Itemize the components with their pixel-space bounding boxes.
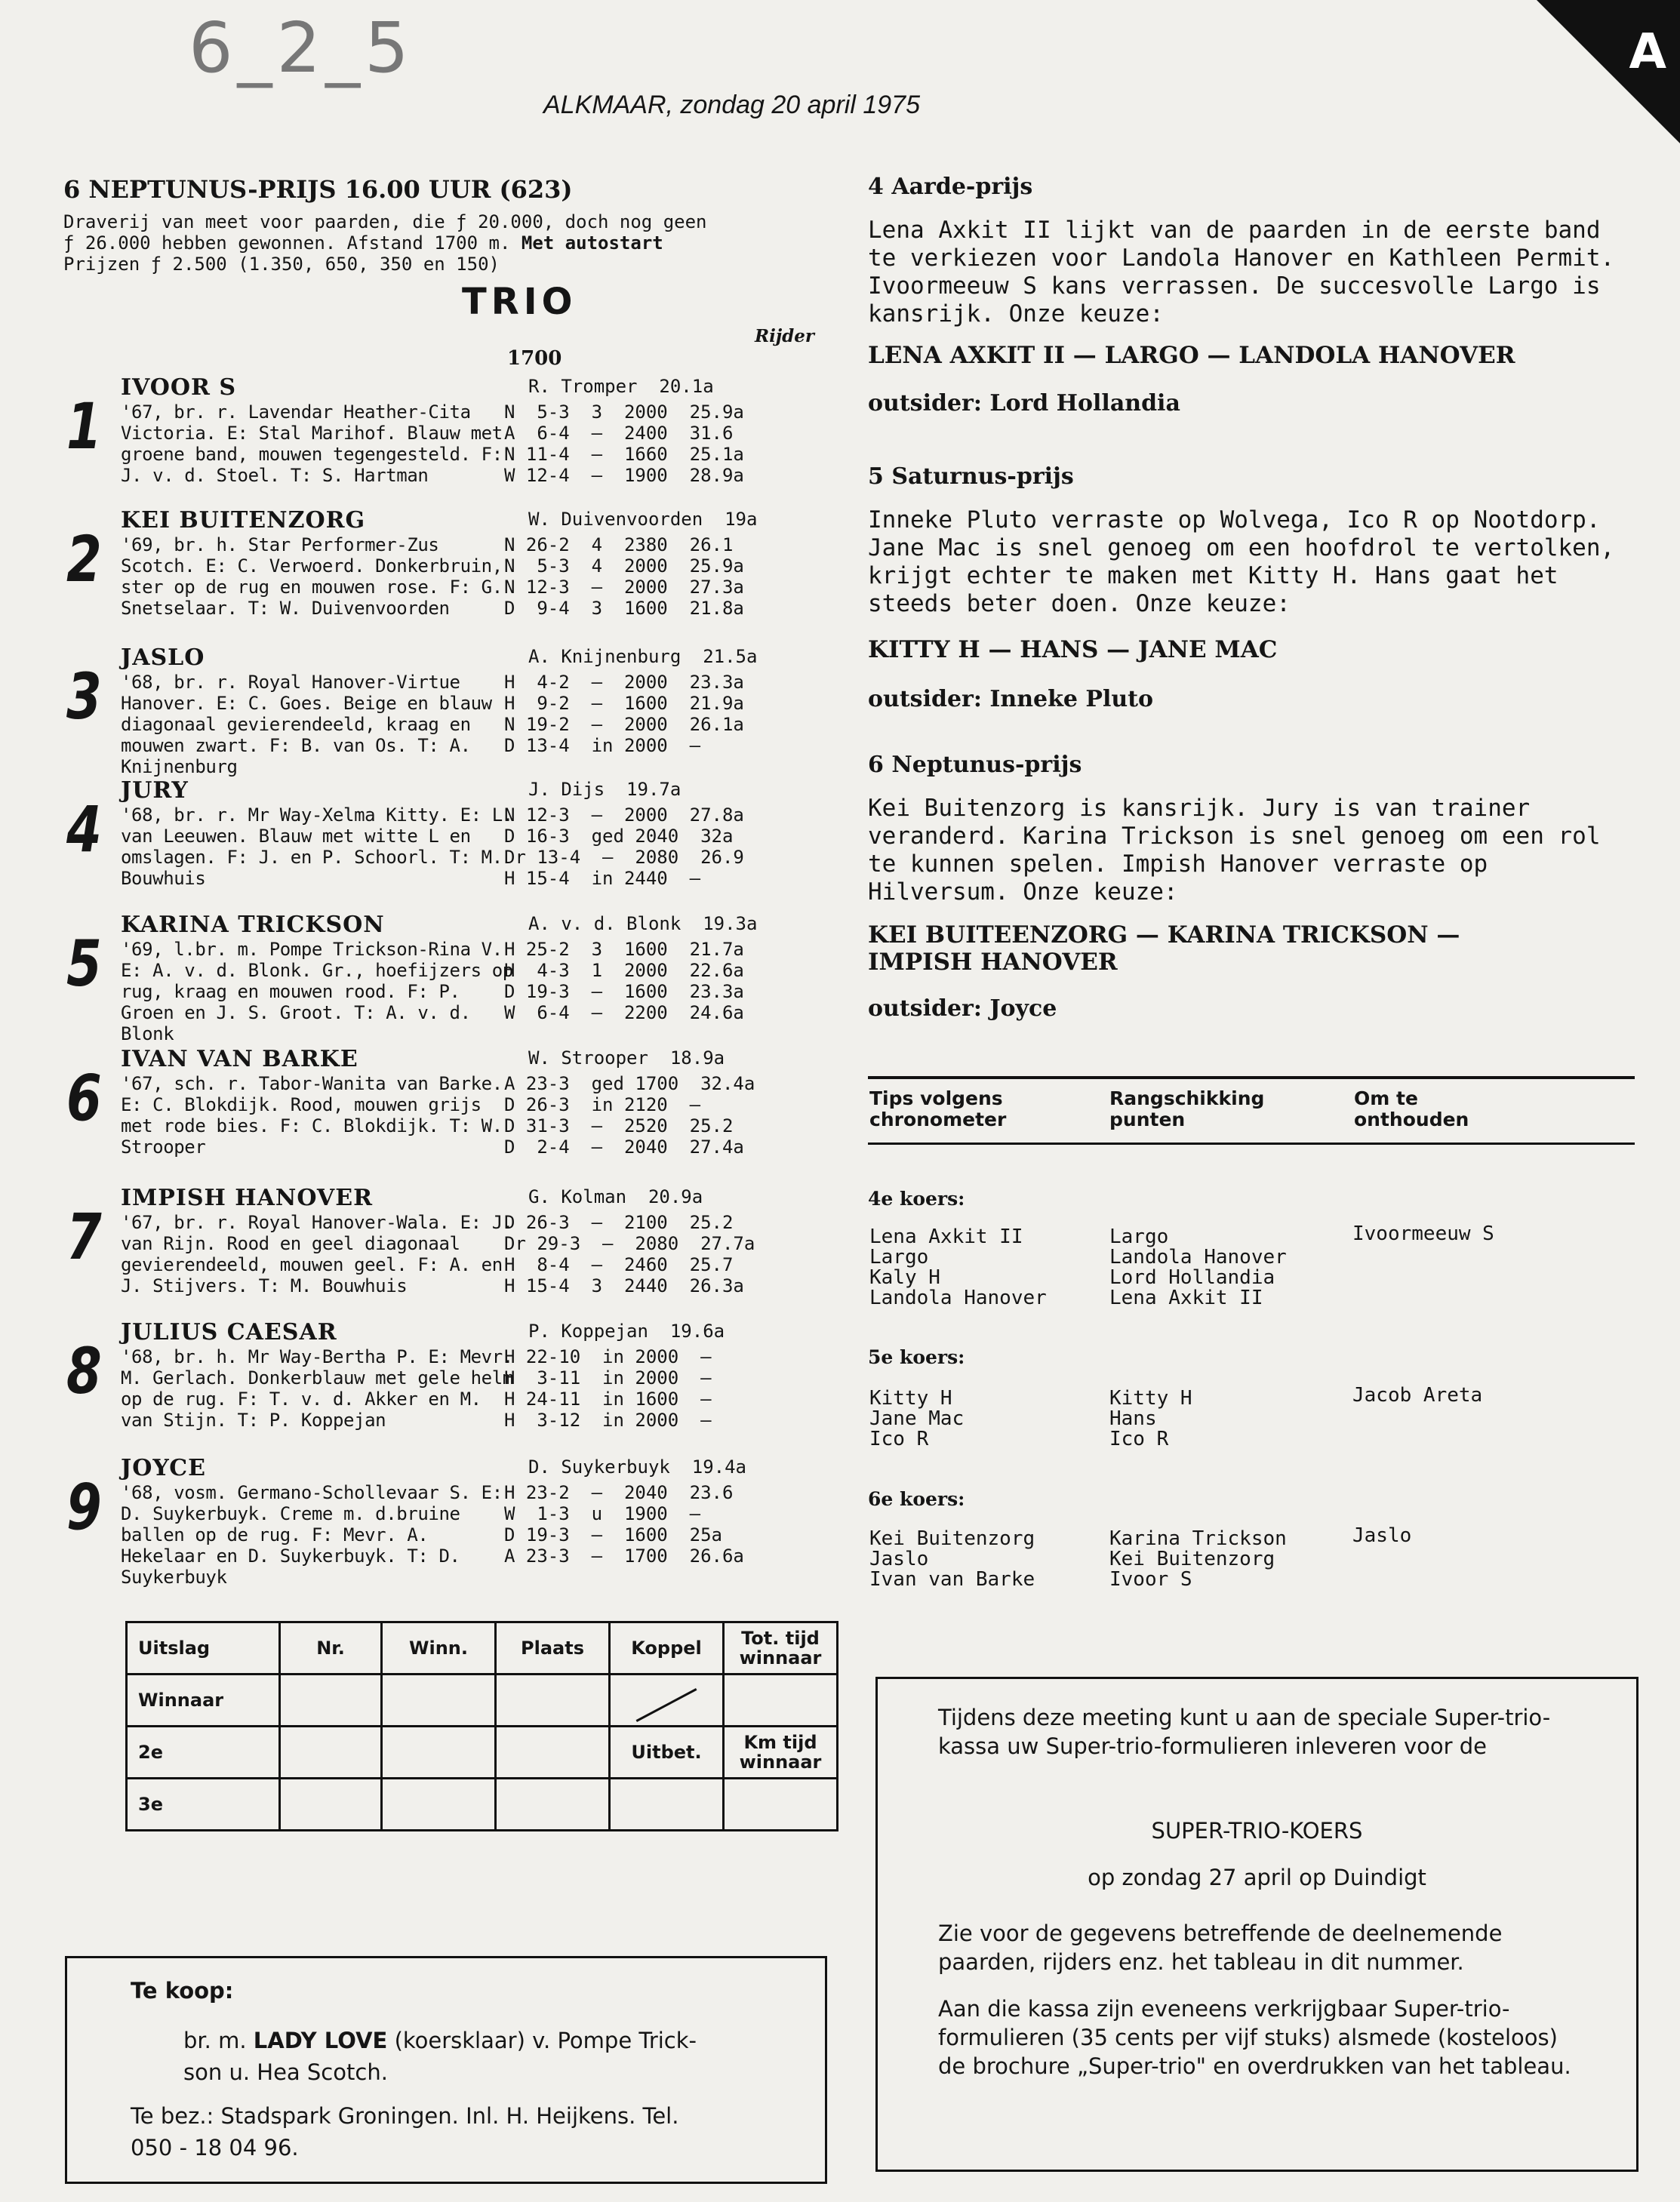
horse-performances: H 4-2 — 2000 23.3a H 9-2 — 1600 21.9a N 19-2 — 2000 26.1a D 13-4 in 2000 — [504, 672, 744, 756]
horse-rider: D. Suykerbuyk 19.4a [528, 1456, 746, 1478]
table-cell [496, 1727, 610, 1779]
horse-rider: A. Knijnenburg 21.5a [528, 646, 758, 667]
table-cell [382, 1675, 496, 1727]
tips-list-remember: Ivoormeeuw S [1352, 1222, 1494, 1245]
rider-column-header: Rijder [755, 326, 815, 346]
horse-name: IVOOR S [121, 374, 237, 401]
horse-rider: J. Dijs 19.7a [528, 779, 682, 800]
notice-paragraph: Aan die kassa zijn eveneens verkrijgbaar Super-trio-formulieren (35 cents per vijf stuks) alsmede (kosteloos) de brochure „Super-trio" en overdrukken van het tableau. [938, 1996, 1571, 2079]
ad-line [183, 2025, 697, 2056]
table-cell [724, 1779, 838, 1831]
prediction-outsider: outsider: Inneke Pluto [868, 686, 1154, 712]
notice-paragraph: Tijdens deze meeting kunt u aan de speciale Super-trio-kassa uw Super-trio-formulieren inleveren voor de [938, 1705, 1551, 1759]
prediction-pick: LENA AXKIT II — LARGO — LANDOLA HANOVER [868, 342, 1515, 369]
horse-number: 8 [66, 1334, 102, 1408]
divider [868, 1143, 1635, 1145]
prediction-heading: 6 Neptunus-prijs [868, 752, 1082, 778]
horse-name: IMPISH HANOVER [121, 1185, 374, 1211]
handwritten-note: 6_2_5 [189, 8, 414, 88]
table-row [127, 1727, 838, 1779]
tips-header-points: Rangschikking punten [1109, 1087, 1265, 1130]
prediction-text: Lena Axkit II lijkt van de paarden in de eerste band te verkiezen voor Landola Hanover en Kathleen Permit. Ivoormeeuw S kans verrassen. De succesvolle Largo is kansrijk. Onze keuze: [868, 217, 1615, 328]
table-cell [280, 1675, 382, 1727]
table-cell [382, 1727, 496, 1779]
notice-paragraph: Zie voor de gegevens betreffende de deelnemende paarden, rijders enz. het tableau in dit nummer. [938, 1921, 1503, 1975]
race-autostart: Met autostart [521, 232, 663, 254]
horse-rider: W. Duivenvoorden 19a [528, 509, 758, 530]
koers-label: 4e koers: [868, 1188, 965, 1210]
horse-performances: D 26-3 — 2100 25.2 Dr 29-3 — 2080 27.7a H 8-4 — 2460 25.7 H 15-4 3 2440 26.3a [504, 1212, 755, 1296]
ad-phone: 050 - 18 04 96. [131, 2135, 299, 2160]
horse-performances: N 5-3 3 2000 25.9a A 6-4 — 2400 31.6 N 11-4 — 1660 25.1a W 12-4 — 1900 28.9a [504, 401, 744, 486]
horse-performances: A 23-3 ged 1700 32.4a D 26-3 in 2120 — D 31-3 — 2520 25.2 D 2-4 — 2040 27.4a [504, 1073, 755, 1158]
table-row [127, 1779, 838, 1831]
super-trio-notice-box [875, 1677, 1638, 2172]
ad-line: son u. Hea Scotch. [183, 2059, 388, 2085]
race-prizes: Prijzen ƒ 2.500 (1.350, 650, 350 en 150) [63, 254, 500, 275]
horse-name: JASLO [121, 644, 205, 671]
distance-header: 1700 [507, 347, 562, 370]
horse-description: '67, br. r. Lavendar Heather-Cita Victoria. E: Stal Marihof. Blauw met groene band, mouwen tegengesteld. F: J. v. d. Stoel. T: S. Hartman [121, 401, 503, 486]
table-cell [280, 1727, 382, 1779]
horse-performances: H 25-2 3 1600 21.7a H 4-3 1 2000 22.6a D 19-3 — 1600 23.3a W 6-4 — 2200 24.6a [504, 939, 744, 1023]
horse-number: 6 [66, 1061, 102, 1135]
race-description [63, 211, 826, 275]
horse-description: '69, br. h. Star Performer-Zus Scotch. E: C. Verwoerd. Donkerbruin, ster op de rug en mouwen rose. F: G. Snetselaar. T: W. Duivenvoorden [121, 534, 503, 619]
prediction-block [868, 174, 1630, 417]
horse-name: JURY [121, 777, 189, 804]
horse-description: '68, br. r. Royal Hanover-Virtue Hanover. E: C. Goes. Beige en blauw diagonaal gevierendeeld, kraag en mouwen zwart. F: B. van Os. T: A. Knijnenburg [121, 672, 492, 777]
horse-number: 9 [66, 1470, 102, 1544]
table-cell [280, 1779, 382, 1831]
table-header: Nr. [280, 1622, 382, 1675]
race-desc-line [63, 232, 826, 254]
horse-number: 3 [66, 660, 102, 733]
table-cell [496, 1779, 610, 1831]
prediction-block [868, 752, 1630, 1022]
table-cell [382, 1779, 496, 1831]
table-header: Winn. [382, 1622, 496, 1675]
table-cell: Uitbet. [610, 1727, 724, 1779]
horse-rider: G. Kolman 20.9a [528, 1186, 703, 1207]
tips-list-points: Kitty H Hans Ico R [1109, 1387, 1192, 1450]
prediction-heading: 5 Saturnus-prijs [868, 463, 1074, 490]
horse-entry [0, 1185, 838, 1313]
horse-entry [0, 507, 838, 635]
prediction-text: Kei Buitenzorg is kansrijk. Jury is van trainer veranderd. Karina Trickson is snel genoeg om een rol te kunnen spelen. Impish Hanover verraste op Hilversum. Onze keuze: [868, 795, 1601, 906]
horse-description: '68, br. h. Mr Way-Bertha P. E: Mevr. M. Gerlach. Donkerblauw met gele helm op de rug. F: T. v. d. Akker en M. van Stijn. T: P. Koppejan [121, 1346, 513, 1431]
race-desc-text: ƒ 26.000 hebben gewonnen. Afstand 1700 m. [63, 232, 522, 254]
horse-entry [0, 644, 838, 777]
horse-name: IVAN VAN BARKE [121, 1046, 358, 1072]
ad-contact: Te bez.: Stadspark Groningen. Inl. H. Heijkens. Tel. [131, 2103, 679, 2129]
row-label: Winnaar [127, 1675, 280, 1727]
horse-entry [0, 912, 838, 1044]
table-cell [610, 1779, 724, 1831]
notice-date: op zondag 27 april op Duindigt [1088, 1865, 1426, 1890]
horse-number: 5 [66, 927, 102, 1001]
divider [868, 1076, 1635, 1079]
ad-horse-name: LADY LOVE [253, 2028, 388, 2053]
table-cell: Km tijd winnaar [724, 1727, 838, 1779]
section-letter: A [1629, 24, 1666, 80]
trio-heading: TRIO [462, 281, 577, 323]
prediction-heading: 4 Aarde-prijs [868, 174, 1033, 200]
horse-number: 7 [66, 1200, 102, 1274]
table-header: Tot. tijd winnaar [724, 1622, 838, 1675]
tips-list-points: Karina Trickson Kei Buitenzorg Ivoor S [1109, 1527, 1287, 1591]
dateline: ALKMAAR, zondag 20 april 1975 [543, 91, 920, 119]
horse-rider: W. Strooper 18.9a [528, 1047, 725, 1069]
row-label: 2e [127, 1727, 280, 1779]
horse-number: 2 [66, 522, 102, 596]
horse-description: '67, br. r. Royal Hanover-Wala. E: J. van Rijn. Rood en geel diagonaal gevierendeeld, mouwen geel. F: A. en J. Stijvers. T: M. Bouwhuis [121, 1212, 513, 1296]
tips-list-chronometer: Kei Buitenzorg Jaslo Ivan van Barke [869, 1527, 1035, 1591]
tips-list-remember: Jaslo [1352, 1524, 1412, 1547]
prediction-pick: KEI BUITEENZORG — KARINA TRICKSON — IMPISH HANOVER [868, 921, 1460, 976]
horse-description: '69, l.br. m. Pompe Trickson-Rina V. E: A. v. d. Blonk. Gr., hoefijzers op rug, kraag en mouwen rood. F: P. Groen en J. S. Groot. T: A. v. d. Blonk [121, 939, 513, 1044]
horse-rider: P. Koppejan 19.6a [528, 1321, 725, 1342]
table-header: Uitslag [127, 1622, 280, 1675]
tips-list-points: Largo Landola Hanover Lord Hollandia Lena Axkit II [1109, 1226, 1287, 1309]
horse-rider: R. Tromper 20.1a [528, 376, 714, 397]
horse-name: JOYCE [121, 1455, 206, 1481]
koers-label: 5e koers: [868, 1346, 965, 1368]
prediction-outsider: outsider: Lord Hollandia [868, 390, 1180, 417]
row-label: 3e [127, 1779, 280, 1831]
prediction-outsider: outsider: Joyce [868, 995, 1057, 1022]
ad-title: Te koop: [131, 1978, 234, 2004]
table-row [127, 1622, 838, 1675]
prediction-block [868, 463, 1630, 712]
horse-performances: H 22-10 in 2000 — H 3-11 in 2000 — H 24-11 in 1600 — H 3-12 in 2000 — [504, 1346, 712, 1431]
prediction-text: Inneke Pluto verraste op Wolvega, Ico R op Nootdorp. Jane Mac is snel genoeg om een hoofdrol te vertolken, krijgt echter te maken met Kitty H. Hans gaat het steeds beter doen. Onze keuze: [868, 506, 1615, 617]
horse-entry [0, 374, 838, 503]
horse-name: KEI BUITENZORG [121, 507, 366, 534]
table-header: Koppel [610, 1622, 724, 1675]
prediction-pick: KITTY H — HANS — JANE MAC [868, 636, 1278, 663]
table-cell [724, 1675, 838, 1727]
table-row [127, 1675, 838, 1727]
ad-text: br. m. [183, 2028, 254, 2053]
horse-performances: N 26-2 4 2380 26.1 N 5-3 4 2000 25.9a N 12-3 — 2000 27.3a D 9-4 3 1600 21.8a [504, 534, 744, 619]
table-cell [496, 1675, 610, 1727]
horse-entry [0, 1319, 838, 1447]
race-title: 6 NEPTUNUS-PRIJS 16.00 UUR (623) [63, 175, 573, 204]
horse-name: JULIUS CAESAR [121, 1319, 337, 1345]
horse-performances: H 23-2 — 2040 23.6 W 1-3 u 1900 — D 19-3 — 1600 25a A 23-3 — 1700 26.6a [504, 1482, 744, 1567]
horse-entry [0, 777, 838, 906]
koers-label: 6e koers: [868, 1488, 965, 1510]
table-cell [610, 1675, 724, 1727]
horse-description: '68, vosm. Germano-Schollevaar S. E: D. Suykerbuyk. Creme m. d.bruine ballen op de rug. F: Mevr. A. Hekelaar en D. Suykerbuyk. T: D. Suykerbuyk [121, 1482, 503, 1588]
horse-number: 4 [66, 792, 102, 866]
tips-header-remember: Om te onthouden [1354, 1087, 1469, 1130]
horse-entry [0, 1455, 838, 1588]
horse-number: 1 [66, 389, 102, 463]
notice-title: SUPER-TRIO-KOERS [1151, 1818, 1363, 1844]
tips-list-chronometer: Kitty H Jane Mac Ico R [869, 1387, 965, 1450]
for-sale-box [65, 1956, 827, 2184]
horse-description: '68, br. r. Mr Way-Xelma Kitty. E: L. van Leeuwen. Blauw met witte L en omslagen. F: J. en P. Schoorl. T: M. Bouwhuis [121, 804, 513, 889]
result-table [125, 1621, 838, 1831]
ad-text: (koersklaar) v. Pompe Trick- [387, 2028, 697, 2053]
horse-performances: N 12-3 — 2000 27.8a D 16-3 ged 2040 32a Dr 13-4 — 2080 26.9 H 15-4 in 2440 — [504, 804, 744, 889]
table-header: Plaats [496, 1622, 610, 1675]
tips-list-chronometer: Lena Axkit II Largo Kaly H Landola Hanover [869, 1226, 1047, 1309]
horse-entry [0, 1046, 838, 1174]
horse-description: '67, sch. r. Tabor-Wanita van Barke. E: C. Blokdijk. Rood, mouwen grijs met rode bies. F: C. Blokdijk. T: W. Strooper [121, 1073, 503, 1158]
tips-list-remember: Jacob Areta [1352, 1384, 1483, 1407]
tips-header-chronometer: Tips volgens chronometer [869, 1087, 1007, 1130]
slash-mark [636, 1688, 697, 1722]
race-desc-line: Draverij van meet voor paarden, die ƒ 20.000, doch nog geen [63, 211, 707, 232]
horse-name: KARINA TRICKSON [121, 912, 385, 938]
horse-rider: A. v. d. Blonk 19.3a [528, 913, 758, 934]
